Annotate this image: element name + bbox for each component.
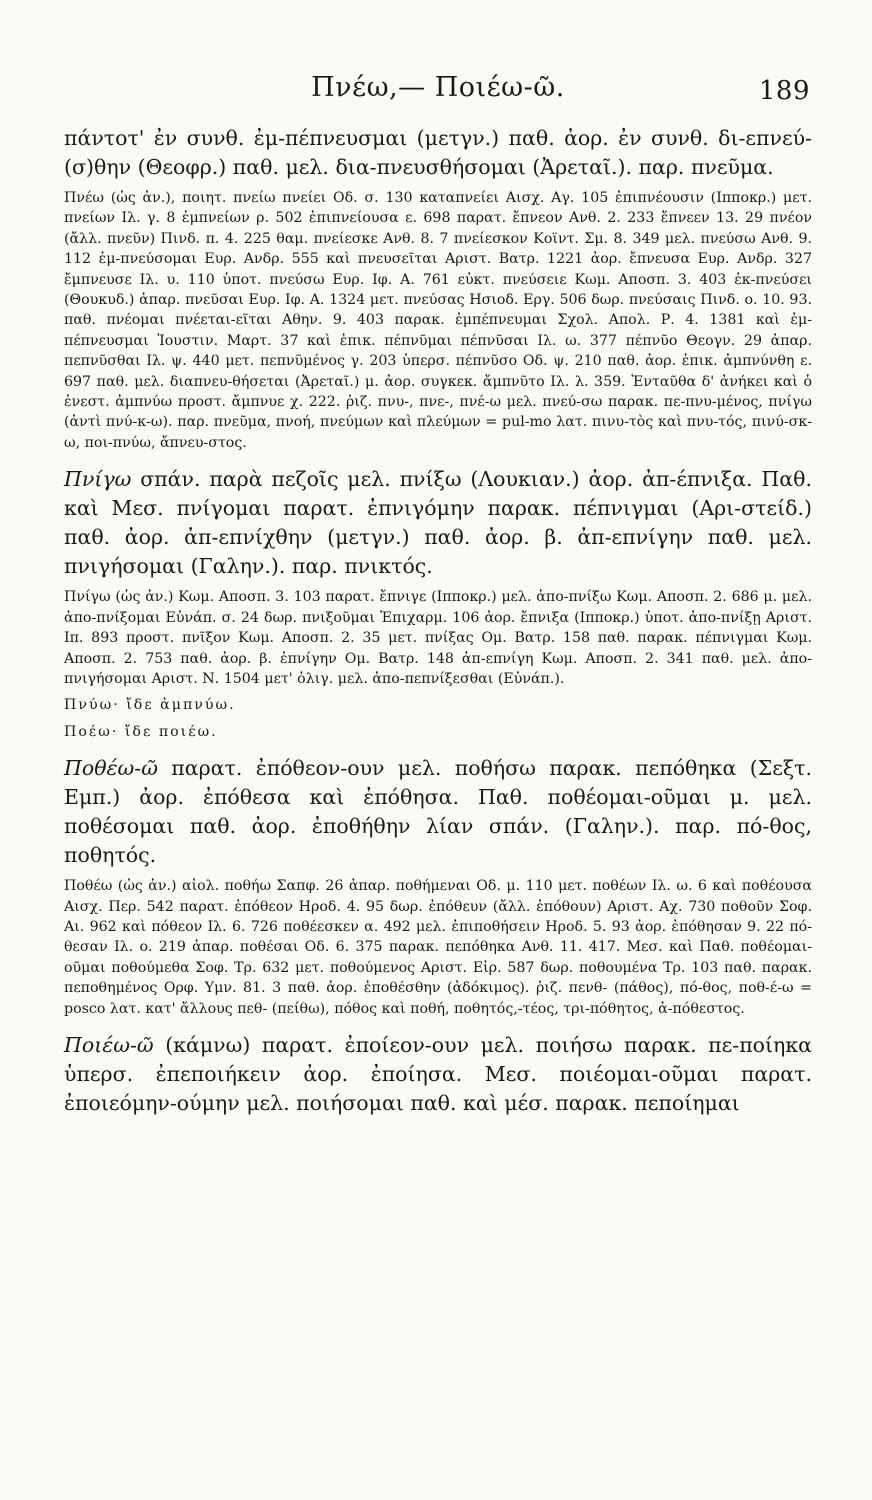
entry-pneo — [64, 124, 812, 453]
cross-reference: Πνύω· ἴδε ἀμπνύω. — [64, 697, 236, 714]
entry-pnigo — [64, 465, 812, 742]
page-number: 189 — [758, 76, 810, 106]
entry-note: Πνίγω (ὡς ἀν.) Κωμ. Αποσπ. 3. 103 παρατ. ἔπνιγε (Ιπποκρ.) μελ. ἀπο-πνίξω Κωμ. Αποσπ. 2. 686 μ. μελ. ἀπο-πνίξομαι Εὐνάπ. σ. 24 δωρ. πνιξοῦμαι Ἐπιχαρμ. 106 ἀορ. ἔπνιξα (Ιπποκρ.) ὑποτ. ἀπο-πνίξῃ Αριστ. Ιπ. 893 προστ. πνῖξον Κωμ. Αποσπ. 2. 35 μετ. πνίξας Ομ. Βατρ. 158 παθ. παρακ. πέπνιγμαι Κωμ. Αποσπ. 2. 753 παθ. ἀορ. β. ἐπνίγην Ομ. Βατρ. 148 ἀπ-επνίγη Κωμ. Αποσπ. 2. 341 παθ. μελ. ἀπο-πνιγήσομαι Αριστ. Ν. 1504 μετ' ὀλιγ. μελ. ἀπο-πεπνίξεσθαι (Εὐνάπ.). — [64, 589, 812, 687]
entry-poieo — [64, 1031, 812, 1118]
entry-note: Πνέω (ὡς ἀν.), ποιητ. πνείω πνείει Οδ. σ. 130 καταπνείει Αισχ. Αγ. 105 ἐπιπνέουσιν (Ιπποκρ.) μετ. πνείων Ιλ. γ. 8 ἐμπνείων ρ. 502 ἐπιπνείουσα ε. 698 παρατ. ἔπνεον Ανθ. 2. 233 ἔπνεεν 13. 29 πνέον (ἄλλ. πνεῦν) Πινδ. π. 4. 225 θαμ. πνείεσκε Ανθ. 8. 7 πνείεσκον Κοϊντ. Σμ. 8. 349 μελ. πνεύσω Ανθ. 9. 112 ἐμ-πνεύσομαι Ευρ. Ανδρ. 555 καὶ πνευσεῖται Αριστ. Βατρ. 1221 ἀορ. ἔπνευσα Ευρ. Ανδρ. 327 ἔμπνευσε Ιλ. υ. 110 ὑποτ. πνεύσω Ευρ. Ιφ. Α. 761 εὐκτ. πνεύσειε Κωμ. Αποσπ. 3. 403 ἐκ-πνεύσει (Θουκυδ.) ἀπαρ. πνεῦσαι Ευρ. Ιφ. Α. 1324 μετ. πνεύσας Ησιοδ. Εργ. 506 δωρ. πνεύσαις Πινδ. ο. 10. 93. παθ. πνέομαι πνέεται-εῖται Αθην. 9. 403 παρακ. ἐμπέπνευμαι Σχολ. Απολ. Ρ. 4. 1381 καὶ ἐμ-πέπνευσμαι Ἰουστιν. Μαρτ. 37 καὶ ἐπικ. πέπνῦμαι πέπνῦσαι Ιλ. ω. 377 πέπνῦο Θεογν. 29 ἀπαρ. πεπνῦσθαι Ιλ. ψ. 440 μετ. πεπνῦμένος γ. 203 ὑπερσ. πέπνῦσο Οδ. ψ. 210 παθ. ἀορ. ἐπικ. ἀμπνύνθη ε. 697 παθ. μελ. διαπνευ-θήσεται (Ἀρεταῖ.) μ. ἀορ. συγκεκ. ἄμπνῦτο Ιλ. λ. 359. Ἐνταῦθα δ' ἀνήκει καὶ ὁ ἐνεστ. ἀμπνύω προστ. ἄμπνυε χ. 222. ῥιζ. πνυ-, πνε-, πνέ-ω μελ. πνεύ-σω παρακ. πε-πνυ-μένος, πνίγω (ἀντὶ πνύ-κ-ω). παρ. πνεῦμα, πνοή, πνεύμων καὶ πλεύμων = pul-mo λατ. πινυ-τὸς καὶ πνυ-τός, πινύ-σκ-ω, ποι-πνύω, ἄπνευ-στος. — [64, 190, 812, 451]
entry-main-text — [64, 754, 812, 870]
entry-definition: σπάν. παρὰ πεζοῖς μελ. πνίξω (Λουκιαν.) ἀορ. ἀπ-έπνιξα. Παθ. καὶ Μεσ. πνίγομαι παρατ. ἐπνιγόμην παρακ. πέπνιγμαι (Αρι-στείδ.) παθ. ἀορ. ἀπ-επνίχθην (μετγν.) παθ. ἀορ. β. ἀπ-επνίγην παθ. μελ. πνιγήσομαι (Γαλην.). παρ. πνικτός. — [64, 467, 812, 579]
entry-lemma: Πνίγω — [64, 467, 132, 492]
entry-main-text — [64, 465, 812, 581]
entry-lemma: Ποθέω-ῶ — [64, 756, 158, 781]
entry-definition: (κάμνω) παρατ. ἐποίεον-ουν μελ. ποιήσω παρακ. πε-ποίηκα ὑπερσ. ἐπεποιήκειν ἀορ. ἐποίησα. Μεσ. ποιέομαι-οῦμαι παρατ. ἐποιεόμην-ούμην μελ. ποιήσομαι παθ. καὶ μέσ. παρακ. πεποίημαι — [64, 1032, 812, 1115]
entry-potheo — [64, 754, 812, 1019]
header-title: Πνέω,— Ποιέω-ῶ. — [311, 72, 565, 103]
entry-lemma: Ποιέω-ῶ — [64, 1032, 154, 1057]
cross-reference: Ποέω· ἴδε ποιέω. — [64, 723, 218, 740]
entry-definition: παρατ. ἐπόθεον-ουν μελ. ποθήσω παρακ. πεπόθηκα (Σεξτ. Εμπ.) ἀορ. ἐπόθεσα καὶ ἐπόθησα. Παθ. ποθέομαι-οῦμαι μ. μελ. ποθέσομαι παθ. ἀορ. ἐποθήθην λίαν σπάν. (Γαλην.). παρ. πό-θος, ποθητός. — [64, 756, 812, 868]
entry-note: Ποθέω (ὡς ἀν.) αἰολ. ποθήω Σαπφ. 26 ἀπαρ. ποθήμεναι Οδ. μ. 110 μετ. ποθέων Ιλ. ω. 6 καὶ ποθέουσα Αισχ. Περ. 542 παρατ. ἐπόθεον Ηροδ. 4. 95 δωρ. ἐπόθευν (ἄλλ. ἐπόθουν) Αριστ. Αχ. 730 ποθοῦν Σοφ. Αι. 962 καὶ πόθεον Ιλ. 6. 726 ποθέεσκεν α. 492 μελ. ἐπιποθήσειν Ηροδ. 5. 93 ἀορ. ἐπόθησαν 9. 22 πό-θεσαν Ιλ. ο. 219 ἀπαρ. ποθέσαι Οδ. 6. 375 παρακ. πεπόθηκα Ανθ. 11. 417. Μεσ. καὶ Παθ. ποθέομαι-οῦμαι ποθούμεθα Σοφ. Τρ. 632 μετ. ποθούμενος Αριστ. Εἰρ. 587 δωρ. ποθουμένα Τρ. 103 παθ. παρακ. πεποθημένος Ορφ. Υμν. 81. 3 παθ. ἀορ. ἐποθέσθην (ἀδόκιμος). ῥιζ. πενθ- (πάθος), πό-θος, ποθ-έ-ω = posco λατ. κατ' ἄλλους πεθ- (πείθω), πόθος καὶ ποθή, ποθητός,-τέος, τρι-πόθητος, ἀ-πόθεστος. — [64, 878, 812, 1017]
entry-main-text: πάντοτ' ἐν συνθ. ἐμ-πέπνευσμαι (μετγν.) παθ. ἀορ. ἐν συνθ. δι-επνεύ-(σ)θην (Θεοφρ.) παθ. μελ. δια-πνευσθήσομαι (Ἀρεταῖ.). παρ. πνεῦμα. — [64, 126, 812, 179]
running-header — [64, 72, 812, 124]
entry-main-text — [64, 1031, 812, 1118]
